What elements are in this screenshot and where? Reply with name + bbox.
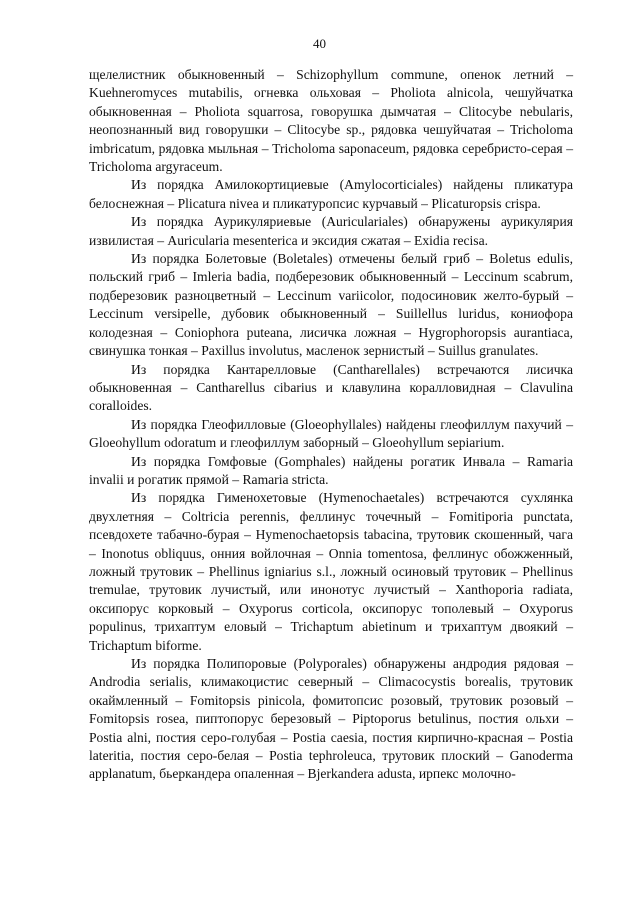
- paragraph: Из порядка Болетовые (Boletales) отмечены белый гриб – Boletus edulis, польский гриб – Imleria badia, подберезовик обыкновенный – Leccinum scabrum, подберезовик разноцветный – Leccinum variicolor, подосиновик желто-бурый – Leccinum versipelle, дубовик обыкновенный – Suillellus luridus, кониофора колодезная – Coniophora puteana, лисичка ложная – Hygrophoropsis aurantiaca, свинушка тонкая – Paxillus involutus, масленок зернистый – Suillus granulates.: [89, 251, 573, 359]
- paragraph: Из порядка Глеофилловые (Gloeophyllales) найдены глеофиллум пахучий – Gloeohyllum odoratum и глеофиллум заборный – Gloeohyllum sepiarium.: [89, 416, 573, 451]
- paragraph: Из порядка Аурикуляриевые (Auriculariales) обнаружены аурикулярия извилистая – Auricularia mesenterica и эксидия сжатая – Exidia recisa.: [89, 214, 573, 248]
- body-text: [89, 66, 573, 784]
- paragraph: Из порядка Гомфовые (Gomphales) найдены рогатик Инвала – Ramaria invalii и рогатик прямой – Ramaria stricta.: [89, 453, 573, 487]
- paragraph: щелелистник обыкновенный – Schizophyllum commune, опенок летний – Kuehneromyces mutabilis, огневка ольховая – Pholiota alnicola, чешуйчатка обыкновенная – Pholiota squarrosa, говорушка дымчатая – Clitocybe nebularis, неопознанный вид говорушки – Clitocybe sp., рядовка чешуйчатая – Tricholoma imbricatum, рядовка мыльная – Tricholoma saponaceum, рядовка серебристо-серая – Tricholoma argyraceum.: [89, 67, 573, 175]
- paragraph: Из порядка Амилокортициевые (Amylocorticiales) найдены пликатура белоснежная – Plicatura nivea и пликатуропсис курчавый – Plicaturopsis crispa.: [89, 177, 573, 211]
- paragraph: Из порядка Полипоровые (Polyporales) обнаружены андродия рядовая – Androdia serialis, климакоцистис северный – Climacocystis borealis, трутовик окаймленный – Fomitopsis pinicola, фомитопсис розовый, трутовик розовый – Fomitopsis rosea, пиптопорус березовый – Piptoporus betulinus, постия ольхи – Postia alni, постия серо-голубая – Postia caesia, постия кирпично-красная – Postia lateritia, постия серо-белая – Postia tephroleuca, трутовик плоский – Ganoderma applanatum, бьеркандера опаленная – Bjerkandera adusta, ирпекс молочно-: [89, 656, 573, 782]
- page-number: 40: [313, 36, 326, 51]
- paragraph: Из порядка Гименохетовые (Hymenochaetales) встречаются сухлянка двухлетняя – Coltricia perennis, феллинус точечный – Fomitiporia punctata, псевдохете табачно-бурая – Hymenochaetopsis tabacina, трутовик скошенный, чага – Inonotus obliquus, онния войлочная – Onnia tomentosa, феллинус обожженный, ложный трутовик – Phellinus igniarius s.l., ложный осиновый трутовик – Phellinus tremulae, трутовик лучистый, или инонотус лучистый – Xanthoporia radiata, оксипорус корковый – Oxyporus corticola, оксипорус тополевый – Oxyporus populinus, трихаптум еловый – Trichaptum abietinum и трихаптум двоякий – Trichaptum biforme.: [89, 490, 573, 653]
- paragraph: Из порядка Кантарелловые (Cantharellales) встречаются лисичка обыкновенная – Cantharellus cibarius и клавулина коралловидная – Clavulina coralloides.: [89, 361, 573, 414]
